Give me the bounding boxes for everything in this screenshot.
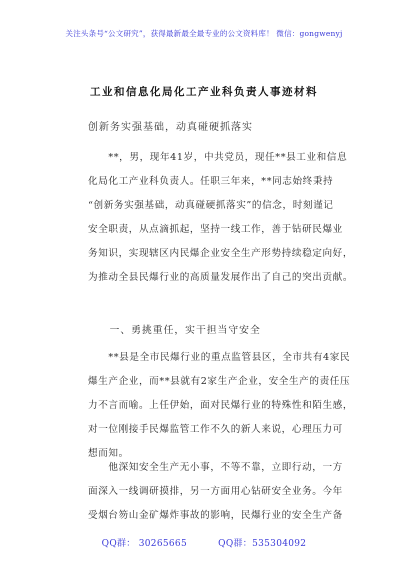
paragraph-line: 为推动全县民爆行业的高质量发展作出了自己的突出贡献。 bbox=[88, 272, 354, 283]
footer-contacts bbox=[0, 536, 408, 549]
document-subtitle: 创新务实强基础，动真碰硬抓落实 bbox=[88, 122, 253, 133]
paragraph-line: 务知识，实现辖区内民爆企业安全生产形势持续稳定向好， bbox=[88, 248, 354, 259]
paragraph-line: 对一位刚接手民爆监管工作不久的新人来说，心理压力可 bbox=[88, 424, 343, 435]
section-heading: 一、勇挑重任，实干担当守安全 bbox=[88, 325, 261, 336]
paragraph-line: 化局化工产业科负责人。任职三年来，**同志始终秉持 bbox=[88, 176, 334, 187]
paragraph-line: 安全职责，从点滴抓起，坚持一线工作，善于钻研民爆业 bbox=[88, 224, 343, 235]
paragraph-line: 想而知。 bbox=[88, 448, 129, 459]
paragraph-line: 他深知安全生产无小事，不等不靠，立即行动，一方 bbox=[88, 462, 343, 473]
section1-paragraph-2 bbox=[88, 456, 343, 528]
document-title: 工业和信息化局化工产业科负责人事迹材料 bbox=[90, 86, 318, 98]
paragraph-line: 面深入一线调研摸排，另一方面用心钻研安全业务。今年 bbox=[88, 486, 343, 497]
paragraph-line: “创新务实强基础，动真碰硬抓落实”的信念，时刻谨记 bbox=[88, 200, 334, 211]
paragraph-line: 爆生产企业，而**县就有2家生产企业，安全生产的责任压 bbox=[88, 376, 351, 387]
header-promo-link[interactable]: 关注头条号“公文研究”，获得最新最全最专业的公文资料库！ 微信：gongwenyj bbox=[65, 29, 343, 38]
intro-paragraph bbox=[88, 146, 354, 290]
paragraph-line: **，男，现年41岁，中共党员，现任**县工业和信息 bbox=[88, 152, 348, 163]
footer-qq-group-1[interactable]: QQ群： 30265665 bbox=[101, 539, 187, 549]
paragraph-line: **县是全市民爆行业的重点监管县区，全市共有4家民 bbox=[88, 352, 351, 363]
paragraph-line: 力不言而喻。上任伊始，面对民爆行业的特殊性和陌生感， bbox=[88, 400, 354, 411]
paragraph-line: 受烟台笏山金矿爆炸事故的影响，民爆行业的安全生产备 bbox=[88, 510, 343, 521]
section1-paragraph-1 bbox=[88, 346, 354, 466]
footer-qq-group-2[interactable]: QQ群：535304092 bbox=[218, 539, 307, 549]
